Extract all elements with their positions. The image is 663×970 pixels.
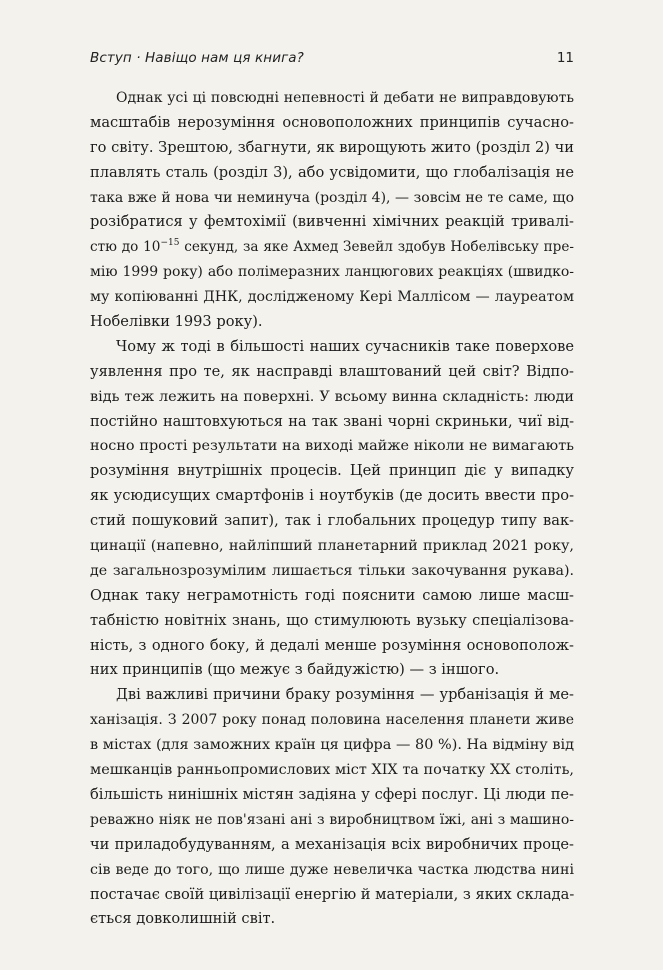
text-line: го світу. Зрештою, збагнути, як вирощують жито (розділ 2) чи [90,138,574,156]
text-line: така вже й нова чи неминуча (розділ 4), — зовсім не те саме, що [90,189,574,206]
text-line: сів веде до того, що лише дуже невеличка частка людства нині [90,861,574,878]
text-fragment: секунд, за яке Ахмед Зевейл здобув Нобелівську пре- [179,239,574,256]
text-line: як усюдисущих смартфонів і ноутбуків (де досить ввести про- [90,487,574,505]
text-line: більшість нинішніх містян задіяна у сфері послуг. Ці люди пе- [90,785,574,803]
text-line: ність, з одного боку, й дедалі менше розуміння основополож- [90,636,574,654]
page-number: 11 [556,50,574,66]
text-line: плавлять сталь (розділ 3), або усвідомити, що глобалізація не [90,163,574,181]
paragraph-2 [90,335,574,683]
exponent: −15 [160,238,180,249]
text-line: в містах (для заможних країн ця цифра — 80 %). На відміну від [90,737,574,754]
text-line: реважно ніяк не пов'язані ані з виробництвом їжі, ані з машино- [90,811,574,828]
text-line: постійно наштовхуються на так звані чорні скриньки, чиї від- [90,412,574,430]
text-line: Однак таку неграмотність годі пояснити самою лише масш- [90,586,574,604]
text-line: постачає своїй цивілізації енергію й матеріали, з яких склада- [90,885,575,903]
paragraph-1 [90,86,574,335]
text-line: стий пошуковий запит), так і глобальних процедур типу вак- [90,512,574,530]
text-line: носно прості результати на виході майже ніколи не вимагають [90,438,574,455]
text-line: цинації (напевно, найліпший планетарний приклад 2021 року, [90,538,574,555]
text-line-with-exponent [90,235,574,260]
text-line: розібратися у фемтохімії (вивченні хімічних реакцій тривалі- [90,213,574,231]
text-line: відь теж лежить на поверхні. У всьому винна складність: люди [90,388,574,405]
text-line: них принципів (що межує з байдужістю) — з іншого. [90,661,500,679]
text-line: му копіюванні ДНК, дослідженому Кері Маллісом — лауреатом [90,289,574,306]
text-line: Чому ж тоді в більшості наших сучасників таке поверхове [116,337,574,355]
text-line: розуміння внутрішніх процесів. Цей принцип діє у випадку [90,462,574,480]
text-line: де загальнозрозумілим лишається тільки закочування рукава). [90,562,574,579]
paragraph-3 [90,683,574,932]
body-text [90,86,574,932]
text-line: уявлення про те, як насправді влаштований цей світ? Відпо- [90,362,574,380]
text-line: Нобелівки 1993 року). [90,313,263,331]
text-line: масштабів нерозуміння основоположних принципів сучасно- [90,113,574,131]
text-line: ється довколишній світ. [90,910,276,928]
running-head: Вступ · Навіщо нам ця книга? [90,50,304,66]
text-line: мію 1999 року) або полімеразних ланцюгових реакціях (швидко- [90,264,574,281]
text-fragment: стю до 10 [90,239,161,256]
page-header [90,50,574,72]
text-line: табністю новітніх знань, що стимулюють вузьку спеціалізова- [90,611,574,629]
text-line: ханізація. З 2007 року понад половина населення планети живе [90,712,574,729]
text-line: Однак усі ці повсюдні непевності й дебати не виправдовують [116,90,574,106]
text-line: Дві важливі причини браку розуміння — урбанізація й ме- [116,686,574,704]
text-line: чи приладобудуванням, а механізація всіх виробничих проце- [90,835,574,853]
text-line: мешканців ранньопромислових міст XIX та початку XX століть, [90,762,574,779]
